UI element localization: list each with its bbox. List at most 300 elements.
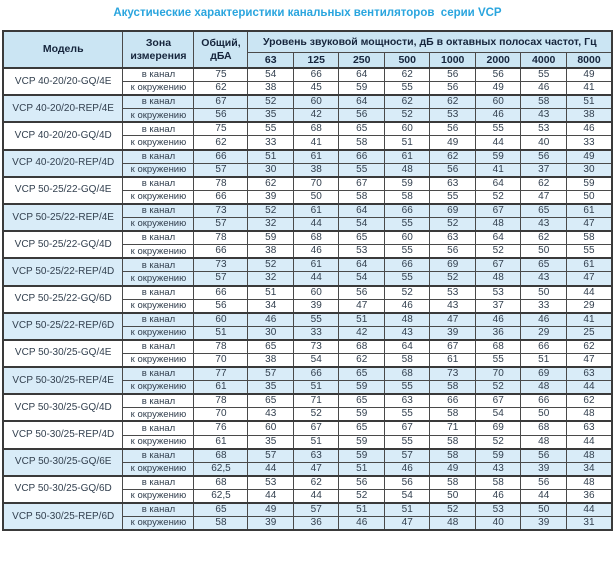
- total-dba-cell: 78: [194, 231, 248, 245]
- spl-value-cell: 62: [384, 95, 430, 109]
- spl-value-cell: 36: [475, 326, 521, 340]
- spl-value-cell: 39: [293, 299, 339, 313]
- table-body: [3, 68, 612, 530]
- spl-value-cell: 44: [293, 218, 339, 232]
- spl-value-cell: 51: [339, 462, 385, 476]
- spl-value-cell: 54: [339, 272, 385, 286]
- spl-value-cell: 55: [521, 68, 567, 82]
- zone-cell: в канал: [123, 503, 194, 517]
- spl-value-cell: 62: [430, 95, 476, 109]
- col-header-model: Модель: [3, 31, 123, 68]
- spl-value-cell: 40: [475, 517, 521, 531]
- spl-value-cell: 69: [430, 258, 476, 272]
- spl-value-cell: 44: [475, 136, 521, 150]
- spl-value-cell: 51: [293, 381, 339, 395]
- spl-value-cell: 46: [475, 489, 521, 503]
- col-header-total: Общий, дБА: [194, 31, 248, 68]
- spl-value-cell: 53: [475, 286, 521, 300]
- spl-value-cell: 40: [521, 136, 567, 150]
- col-header-freq-63: 63: [248, 52, 294, 68]
- spl-value-cell: 66: [293, 68, 339, 82]
- spl-value-cell: 55: [248, 122, 294, 136]
- spl-value-cell: 44: [521, 489, 567, 503]
- spl-value-cell: 67: [475, 394, 521, 408]
- spl-value-cell: 67: [339, 177, 385, 191]
- spl-value-cell: 52: [475, 190, 521, 204]
- table-row: [3, 340, 612, 354]
- spl-value-cell: 56: [475, 68, 521, 82]
- spl-value-cell: 41: [566, 82, 612, 96]
- spl-value-cell: 41: [293, 136, 339, 150]
- spl-value-cell: 58: [430, 408, 476, 422]
- zone-cell: в канал: [123, 394, 194, 408]
- total-dba-cell: 67: [194, 95, 248, 109]
- spl-value-cell: 56: [430, 122, 476, 136]
- spl-value-cell: 49: [430, 462, 476, 476]
- spl-value-cell: 71: [293, 394, 339, 408]
- spl-value-cell: 51: [339, 313, 385, 327]
- total-dba-cell: 66: [194, 190, 248, 204]
- spl-value-cell: 67: [293, 421, 339, 435]
- total-dba-cell: 75: [194, 68, 248, 82]
- spl-value-cell: 52: [248, 258, 294, 272]
- spl-value-cell: 63: [430, 177, 476, 191]
- spl-value-cell: 59: [339, 381, 385, 395]
- col-header-freq-4000: 4000: [521, 52, 567, 68]
- zone-cell: в канал: [123, 340, 194, 354]
- zone-cell: к окружению: [123, 272, 194, 286]
- spl-value-cell: 68: [293, 231, 339, 245]
- spl-value-cell: 44: [566, 381, 612, 395]
- model-cell: VCP 40-20/20-GQ/4D: [3, 122, 123, 149]
- spl-value-cell: 58: [521, 95, 567, 109]
- spl-value-cell: 62: [293, 476, 339, 490]
- spl-value-cell: 56: [339, 476, 385, 490]
- zone-cell: к окружению: [123, 408, 194, 422]
- spl-value-cell: 38: [293, 163, 339, 177]
- page-title: Акустические характеристики канальных вентиляторов серии VCP: [113, 7, 502, 19]
- spl-value-cell: 57: [248, 367, 294, 381]
- spl-value-cell: 51: [293, 435, 339, 449]
- spl-value-cell: 61: [293, 258, 339, 272]
- spl-value-cell: 48: [430, 517, 476, 531]
- spl-value-cell: 54: [248, 68, 294, 82]
- table-row: [3, 177, 612, 191]
- table-row: [3, 95, 612, 109]
- spl-value-cell: 46: [566, 122, 612, 136]
- table-header: [3, 31, 612, 68]
- table-row: [3, 258, 612, 272]
- spl-value-cell: 66: [521, 340, 567, 354]
- model-cell: VCP 40-20/20-REP/4E: [3, 95, 123, 122]
- total-dba-cell: 62,5: [194, 462, 248, 476]
- spl-value-cell: 43: [248, 408, 294, 422]
- spl-value-cell: 58: [430, 476, 476, 490]
- spl-value-cell: 59: [566, 177, 612, 191]
- spl-value-cell: 63: [566, 367, 612, 381]
- spl-value-cell: 48: [521, 381, 567, 395]
- total-dba-cell: 78: [194, 177, 248, 191]
- spl-value-cell: 62: [339, 353, 385, 367]
- spl-value-cell: 55: [430, 190, 476, 204]
- zone-cell: к окружению: [123, 190, 194, 204]
- spl-value-cell: 39: [248, 517, 294, 531]
- table-row: [3, 421, 612, 435]
- spl-value-cell: 65: [339, 394, 385, 408]
- zone-cell: к окружению: [123, 82, 194, 96]
- spl-value-cell: 43: [521, 218, 567, 232]
- zone-cell: к окружению: [123, 435, 194, 449]
- spl-value-cell: 52: [475, 245, 521, 259]
- spl-value-cell: 39: [521, 462, 567, 476]
- model-cell: VCP 40-20/20-REP/4D: [3, 150, 123, 177]
- spl-value-cell: 62: [566, 394, 612, 408]
- spl-value-cell: 73: [430, 367, 476, 381]
- spl-value-cell: 53: [521, 122, 567, 136]
- spl-value-cell: 43: [475, 462, 521, 476]
- zone-cell: к окружению: [123, 218, 194, 232]
- spl-value-cell: 56: [430, 68, 476, 82]
- spl-value-cell: 68: [384, 367, 430, 381]
- total-dba-cell: 57: [194, 218, 248, 232]
- spl-value-cell: 60: [293, 286, 339, 300]
- spl-value-cell: 48: [521, 435, 567, 449]
- zone-cell: в канал: [123, 68, 194, 82]
- spl-value-cell: 59: [339, 82, 385, 96]
- spl-value-cell: 56: [430, 163, 476, 177]
- table-row: [3, 68, 612, 82]
- spl-value-cell: 58: [430, 449, 476, 463]
- total-dba-cell: 65: [194, 503, 248, 517]
- spl-value-cell: 65: [248, 340, 294, 354]
- spl-value-cell: 69: [475, 421, 521, 435]
- spl-value-cell: 62: [384, 68, 430, 82]
- spl-value-cell: 48: [566, 476, 612, 490]
- table-row: [3, 367, 612, 381]
- spl-value-cell: 55: [566, 245, 612, 259]
- spl-value-cell: 57: [293, 503, 339, 517]
- table-row: [3, 204, 612, 218]
- zone-cell: к окружению: [123, 381, 194, 395]
- acoustics-table: [2, 30, 613, 531]
- spl-value-cell: 48: [566, 408, 612, 422]
- spl-value-cell: 68: [521, 421, 567, 435]
- total-dba-cell: 62: [194, 136, 248, 150]
- spl-value-cell: 65: [521, 204, 567, 218]
- spl-value-cell: 61: [566, 204, 612, 218]
- spl-value-cell: 61: [384, 150, 430, 164]
- spl-value-cell: 35: [248, 381, 294, 395]
- model-cell: VCP 50-25/22-REP/4D: [3, 258, 123, 285]
- spl-value-cell: 58: [339, 136, 385, 150]
- spl-value-cell: 68: [475, 340, 521, 354]
- spl-value-cell: 47: [430, 313, 476, 327]
- spl-value-cell: 46: [293, 245, 339, 259]
- spl-value-cell: 56: [521, 449, 567, 463]
- spl-value-cell: 59: [384, 177, 430, 191]
- spl-value-cell: 49: [566, 68, 612, 82]
- zone-cell: к окружению: [123, 163, 194, 177]
- spl-value-cell: 57: [384, 449, 430, 463]
- spl-value-cell: 47: [566, 218, 612, 232]
- spl-value-cell: 65: [339, 231, 385, 245]
- spl-value-cell: 54: [475, 408, 521, 422]
- spl-value-cell: 44: [293, 489, 339, 503]
- spl-value-cell: 46: [384, 299, 430, 313]
- spl-value-cell: 49: [475, 82, 521, 96]
- spl-value-cell: 56: [521, 150, 567, 164]
- spl-value-cell: 55: [384, 381, 430, 395]
- spl-value-cell: 58: [384, 190, 430, 204]
- spl-value-cell: 67: [430, 340, 476, 354]
- spl-value-cell: 54: [293, 353, 339, 367]
- spl-value-cell: 55: [339, 163, 385, 177]
- spl-value-cell: 59: [475, 150, 521, 164]
- spl-value-cell: 62: [430, 150, 476, 164]
- zone-cell: в канал: [123, 313, 194, 327]
- spl-value-cell: 48: [566, 449, 612, 463]
- zone-cell: к окружению: [123, 109, 194, 123]
- zone-cell: к окружению: [123, 326, 194, 340]
- spl-value-cell: 59: [339, 408, 385, 422]
- model-cell: VCP 50-30/25-GQ/4E: [3, 340, 123, 367]
- spl-value-cell: 44: [566, 286, 612, 300]
- spl-value-cell: 49: [430, 136, 476, 150]
- zone-cell: к окружению: [123, 136, 194, 150]
- spl-value-cell: 52: [430, 503, 476, 517]
- spl-value-cell: 68: [339, 340, 385, 354]
- spl-value-cell: 56: [430, 245, 476, 259]
- spl-value-cell: 35: [248, 109, 294, 123]
- spl-value-cell: 52: [475, 435, 521, 449]
- model-cell: VCP 50-25/22-REP/6D: [3, 313, 123, 340]
- table-row: [3, 286, 612, 300]
- spl-value-cell: 32: [248, 272, 294, 286]
- spl-value-cell: 50: [521, 408, 567, 422]
- spl-value-cell: 33: [293, 326, 339, 340]
- model-cell: VCP 50-25/22-GQ/4E: [3, 177, 123, 204]
- spl-value-cell: 47: [293, 462, 339, 476]
- spl-value-cell: 31: [566, 517, 612, 531]
- total-dba-cell: 66: [194, 245, 248, 259]
- spl-value-cell: 30: [248, 326, 294, 340]
- table-row: [3, 122, 612, 136]
- spl-value-cell: 30: [248, 163, 294, 177]
- spl-value-cell: 62: [566, 340, 612, 354]
- spl-value-cell: 60: [384, 122, 430, 136]
- spl-value-cell: 52: [430, 218, 476, 232]
- spl-value-cell: 65: [339, 122, 385, 136]
- col-header-freq-8000: 8000: [566, 52, 612, 68]
- model-cell: VCP 50-30/25-GQ/6E: [3, 449, 123, 476]
- total-dba-cell: 78: [194, 340, 248, 354]
- total-dba-cell: 77: [194, 367, 248, 381]
- spl-value-cell: 56: [384, 476, 430, 490]
- spl-value-cell: 63: [384, 394, 430, 408]
- zone-cell: в канал: [123, 476, 194, 490]
- spl-value-cell: 51: [339, 503, 385, 517]
- spl-value-cell: 62: [248, 177, 294, 191]
- total-dba-cell: 60: [194, 313, 248, 327]
- spl-value-cell: 43: [521, 272, 567, 286]
- spl-value-cell: 52: [248, 95, 294, 109]
- spl-value-cell: 68: [293, 122, 339, 136]
- spl-value-cell: 47: [384, 517, 430, 531]
- spl-value-cell: 44: [566, 435, 612, 449]
- spl-value-cell: 43: [430, 299, 476, 313]
- spl-value-cell: 70: [475, 367, 521, 381]
- spl-value-cell: 56: [521, 476, 567, 490]
- spl-value-cell: 41: [566, 313, 612, 327]
- zone-cell: к окружению: [123, 245, 194, 259]
- spl-value-cell: 38: [248, 245, 294, 259]
- spl-value-cell: 32: [248, 218, 294, 232]
- spl-value-cell: 50: [430, 489, 476, 503]
- total-dba-cell: 61: [194, 381, 248, 395]
- spl-value-cell: 46: [475, 109, 521, 123]
- spl-value-cell: 66: [339, 150, 385, 164]
- total-dba-cell: 56: [194, 299, 248, 313]
- spl-value-cell: 60: [248, 421, 294, 435]
- spl-value-cell: 25: [566, 326, 612, 340]
- spl-value-cell: 46: [521, 82, 567, 96]
- spl-value-cell: 49: [248, 503, 294, 517]
- spl-value-cell: 63: [430, 231, 476, 245]
- spl-value-cell: 33: [566, 136, 612, 150]
- spl-value-cell: 51: [521, 353, 567, 367]
- spl-value-cell: 48: [384, 163, 430, 177]
- spl-value-cell: 37: [521, 163, 567, 177]
- spl-value-cell: 57: [248, 449, 294, 463]
- spl-value-cell: 51: [384, 503, 430, 517]
- zone-cell: в канал: [123, 177, 194, 191]
- spl-value-cell: 47: [339, 299, 385, 313]
- total-dba-cell: 58: [194, 517, 248, 531]
- spl-value-cell: 58: [475, 476, 521, 490]
- spl-value-cell: 52: [293, 408, 339, 422]
- spl-value-cell: 44: [248, 489, 294, 503]
- spl-value-cell: 50: [521, 286, 567, 300]
- model-cell: VCP 50-25/22-GQ/6D: [3, 286, 123, 313]
- spl-value-cell: 50: [566, 190, 612, 204]
- spl-value-cell: 42: [339, 326, 385, 340]
- spl-value-cell: 63: [566, 421, 612, 435]
- spl-value-cell: 65: [339, 421, 385, 435]
- model-cell: VCP 50-30/25-REP/6D: [3, 503, 123, 530]
- zone-cell: в канал: [123, 421, 194, 435]
- spl-value-cell: 61: [566, 258, 612, 272]
- total-dba-cell: 70: [194, 353, 248, 367]
- spl-value-cell: 51: [566, 95, 612, 109]
- spl-value-cell: 51: [248, 150, 294, 164]
- zone-cell: в канал: [123, 449, 194, 463]
- col-header-freq-1000: 1000: [430, 52, 476, 68]
- spl-value-cell: 54: [339, 218, 385, 232]
- table-row: [3, 231, 612, 245]
- spl-value-cell: 59: [339, 435, 385, 449]
- model-cell: VCP 50-25/22-REP/4E: [3, 204, 123, 231]
- spl-value-cell: 30: [566, 163, 612, 177]
- zone-cell: к окружению: [123, 299, 194, 313]
- spl-value-cell: 36: [293, 517, 339, 531]
- spl-value-cell: 64: [475, 231, 521, 245]
- zone-cell: в канал: [123, 286, 194, 300]
- spl-value-cell: 49: [566, 150, 612, 164]
- spl-value-cell: 61: [430, 353, 476, 367]
- spl-value-cell: 43: [384, 326, 430, 340]
- spl-value-cell: 46: [475, 313, 521, 327]
- spl-value-cell: 52: [339, 489, 385, 503]
- zone-cell: в канал: [123, 150, 194, 164]
- spl-value-cell: 46: [384, 462, 430, 476]
- spl-value-cell: 56: [339, 109, 385, 123]
- spl-value-cell: 56: [339, 286, 385, 300]
- spl-value-cell: 71: [430, 421, 476, 435]
- col-header-zone: Зона измерения: [123, 31, 194, 68]
- total-dba-cell: 75: [194, 122, 248, 136]
- total-dba-cell: 66: [194, 286, 248, 300]
- spl-value-cell: 62: [521, 177, 567, 191]
- spl-value-cell: 70: [293, 177, 339, 191]
- model-cell: VCP 50-30/25-REP/4E: [3, 367, 123, 394]
- spl-value-cell: 36: [566, 489, 612, 503]
- spl-value-cell: 38: [248, 353, 294, 367]
- spl-value-cell: 52: [384, 286, 430, 300]
- spl-value-cell: 66: [384, 258, 430, 272]
- spl-value-cell: 39: [521, 517, 567, 531]
- spl-value-cell: 38: [566, 109, 612, 123]
- col-header-freq-125: 125: [293, 52, 339, 68]
- spl-value-cell: 65: [248, 394, 294, 408]
- model-cell: VCP 50-30/25-REP/4D: [3, 421, 123, 448]
- spl-value-cell: 45: [293, 82, 339, 96]
- zone-cell: в канал: [123, 367, 194, 381]
- table-row: [3, 394, 612, 408]
- spl-value-cell: 55: [384, 272, 430, 286]
- spl-value-cell: 53: [430, 109, 476, 123]
- spl-value-cell: 64: [339, 258, 385, 272]
- spl-value-cell: 66: [293, 367, 339, 381]
- spl-value-cell: 34: [566, 462, 612, 476]
- total-dba-cell: 68: [194, 449, 248, 463]
- spl-value-cell: 66: [430, 394, 476, 408]
- spl-value-cell: 44: [566, 503, 612, 517]
- spl-value-cell: 67: [475, 204, 521, 218]
- spl-value-cell: 52: [475, 381, 521, 395]
- spl-value-cell: 58: [430, 381, 476, 395]
- spl-value-cell: 61: [293, 204, 339, 218]
- spl-value-cell: 38: [248, 82, 294, 96]
- spl-value-cell: 51: [384, 136, 430, 150]
- table-row: [3, 449, 612, 463]
- spl-value-cell: 48: [475, 272, 521, 286]
- spl-value-cell: 66: [521, 394, 567, 408]
- spl-value-cell: 46: [339, 517, 385, 531]
- spl-value-cell: 64: [339, 204, 385, 218]
- total-dba-cell: 56: [194, 109, 248, 123]
- table-row: [3, 476, 612, 490]
- spl-value-cell: 34: [248, 299, 294, 313]
- model-cell: VCP 50-30/25-GQ/4D: [3, 394, 123, 421]
- spl-value-cell: 58: [384, 353, 430, 367]
- spl-value-cell: 47: [521, 190, 567, 204]
- spl-value-cell: 69: [430, 204, 476, 218]
- spl-value-cell: 60: [293, 95, 339, 109]
- spl-value-cell: 46: [521, 313, 567, 327]
- spl-value-cell: 67: [384, 421, 430, 435]
- zone-cell: в канал: [123, 122, 194, 136]
- spl-value-cell: 59: [475, 449, 521, 463]
